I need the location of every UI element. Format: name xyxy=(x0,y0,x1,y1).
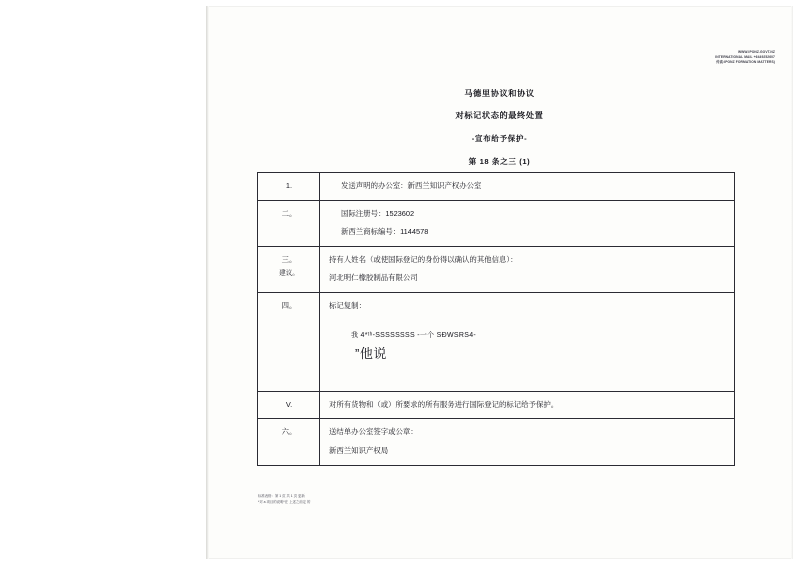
row-content xyxy=(320,173,735,201)
letterhead-line-3: 传真:IPONZ FORMATION MATTERS) xyxy=(716,60,775,65)
row-number xyxy=(258,419,320,465)
row-line: 河北明仁橡胶制品有限公司 xyxy=(329,273,418,283)
table-row xyxy=(258,200,735,246)
row-number-text: 1. xyxy=(285,181,293,190)
row-line: 发送声明的办公室：新西兰知识产权办公室 xyxy=(341,181,482,190)
row-number xyxy=(258,391,320,419)
table-row xyxy=(258,246,735,292)
row-content-mark xyxy=(320,292,735,391)
row-line: 新西兰知识产权局 xyxy=(329,446,389,456)
row-number xyxy=(258,246,320,292)
row-line: 新西兰商标编号：1144578 xyxy=(341,227,429,237)
row-number-text: V. xyxy=(285,399,293,409)
row-line: 标记复制： xyxy=(329,300,366,310)
table-row xyxy=(258,173,735,201)
letterhead-line-1: WWW.IPONZ.GOVT.NZ xyxy=(737,50,775,54)
row-content xyxy=(320,419,735,465)
title-line-4: 第 18 条之三 (1) xyxy=(468,157,531,166)
row-line: 对所有货物和（或）所要求的所有服务进行国际登记的标记给予保护。 xyxy=(329,399,559,409)
letterhead-line-2: INTERNATIONAL MAIL +6449252607 xyxy=(715,55,775,60)
row-content xyxy=(320,200,735,246)
table-row xyxy=(258,419,735,465)
row-number xyxy=(258,173,320,201)
row-number-text: 三。 xyxy=(281,254,297,264)
mark-reproduction-signature: ”他说 xyxy=(355,346,387,362)
title-line-3: -宣布给予保护- xyxy=(471,134,528,143)
row-content xyxy=(320,246,735,292)
scanned-document xyxy=(206,6,793,559)
title-line-2: 对标记状态的最终处置 xyxy=(455,111,544,120)
mark-reproduction-text: 我 4*ᵗʰ-SSSSSSSS -一个 SĐWSRS4- xyxy=(351,332,477,340)
table-row xyxy=(258,292,735,391)
footer-line-2: *对 a 项目的说明*在 上述之前定 的 xyxy=(258,499,311,504)
row-number-text: 六。 xyxy=(281,427,297,437)
footer-note xyxy=(258,494,310,506)
row-number-text: 二。 xyxy=(281,208,297,218)
declaration-table xyxy=(257,172,735,466)
title-line-1: 马德里协议和协议 xyxy=(464,89,535,98)
row-line: 送结单办公室签字或公章： xyxy=(329,427,418,437)
table-row xyxy=(258,391,735,419)
row-number-text: 四。 xyxy=(281,300,297,310)
row-line: 国际注册号：1523602 xyxy=(341,208,415,218)
row-number xyxy=(258,200,320,246)
document-title xyxy=(206,88,793,167)
row-number xyxy=(258,292,320,391)
row-content xyxy=(320,391,735,419)
row-number-sub: 建议。 xyxy=(279,270,299,278)
footer-line-1: 标准表格：第 1 页 共 1 页 更新 xyxy=(258,494,305,498)
row-line: 持有人姓名（或使国际登记的身份得以确认的其他信息）： xyxy=(329,254,518,264)
letterhead-contact xyxy=(715,50,775,65)
